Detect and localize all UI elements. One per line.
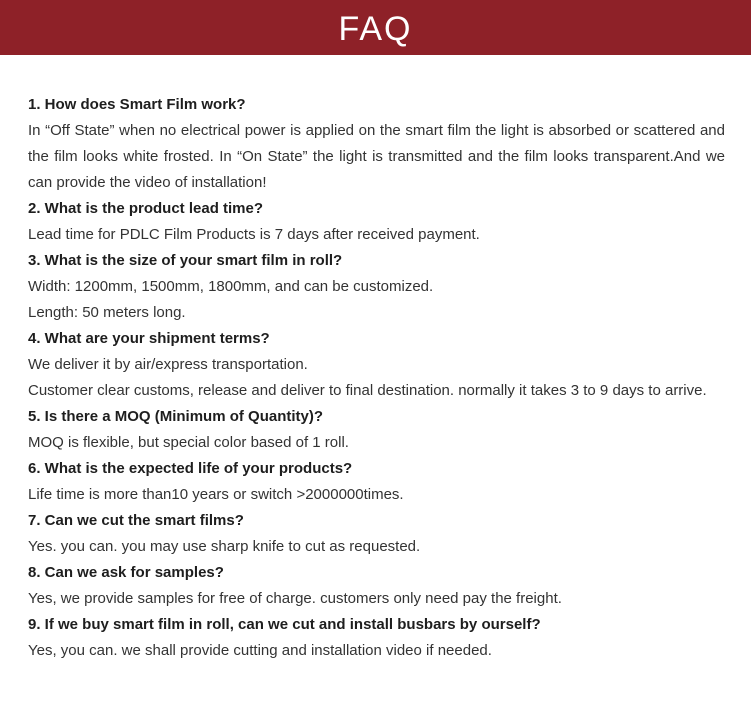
faq-answer: Yes, we provide samples for free of charge. customers only need pay the freight. bbox=[28, 590, 562, 607]
page-title: FAQ bbox=[338, 9, 413, 48]
faq-answer: Lead time for PDLC Film Products is 7 days after received payment. bbox=[28, 226, 480, 243]
faq-question: 6. What is the expected life of your products? bbox=[28, 460, 353, 477]
faq-answer: Yes, you can. we shall provide cutting and installation video if needed. bbox=[28, 642, 492, 659]
faq-list bbox=[28, 92, 725, 664]
faq-question: 7. Can we cut the smart films? bbox=[28, 512, 244, 529]
faq-answer: In “Off State” when no electrical power is applied on the smart film the light is absorbed or scattered and the film looks white frosted. In “On State” the light is transmitted and the film looks transparent.And we can provide the video of installation! bbox=[28, 122, 725, 191]
faq-answer: Yes. you can. you may use sharp knife to cut as requested. bbox=[28, 538, 421, 555]
faq-question: 2. What is the product lead time? bbox=[28, 200, 264, 217]
faq-answer: Length: 50 meters long. bbox=[28, 304, 186, 321]
faq-answer: Customer clear customs, release and deliver to final destination. normally it takes 3 to 9 days to arrive. bbox=[28, 382, 707, 399]
faq-question: 4. What are your shipment terms? bbox=[28, 330, 270, 347]
faq-answer: MOQ is flexible, but special color based of 1 roll. bbox=[28, 434, 349, 451]
faq-answer: Life time is more than10 years or switch >2000000times. bbox=[28, 486, 404, 503]
faq-question: 1. How does Smart Film work? bbox=[28, 96, 246, 113]
faq-answer: Width: 1200mm, 1500mm, 1800mm, and can be customized. bbox=[28, 278, 434, 295]
faq-banner bbox=[0, 0, 751, 55]
faq-question: 9. If we buy smart film in roll, can we cut and install busbars by ourself? bbox=[28, 616, 541, 633]
faq-question: 5. Is there a MOQ (Minimum of Quantity)? bbox=[28, 408, 324, 425]
faq-question: 3. What is the size of your smart film in roll? bbox=[28, 252, 343, 269]
faq-answer: We deliver it by air/express transportation. bbox=[28, 356, 308, 373]
faq-question: 8. Can we ask for samples? bbox=[28, 564, 224, 581]
